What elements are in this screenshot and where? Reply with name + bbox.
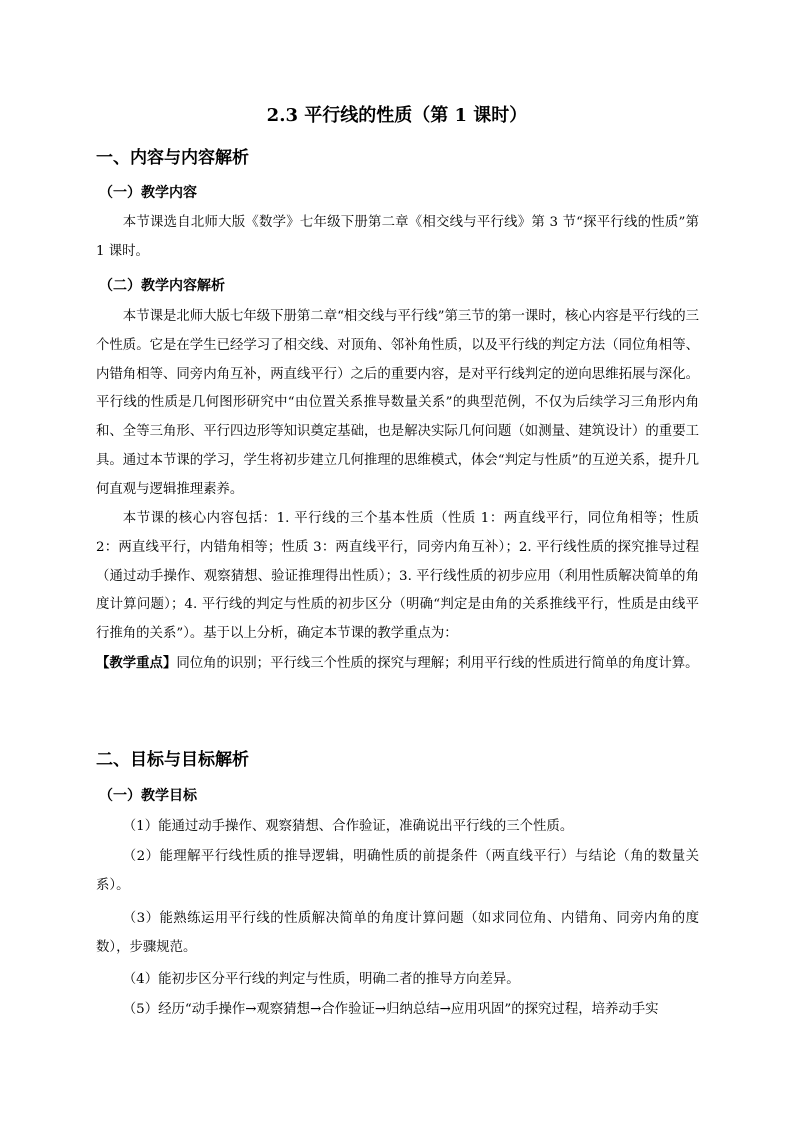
key-points-label: 【教学重点】 [96, 655, 177, 671]
subsection-heading-content-analysis: （二）教学内容解析 [99, 278, 225, 294]
key-points-text: 同位角的识别；平行线三个性质的探究与理解；利用平行线的性质进行简单的角度计算。 [176, 656, 699, 671]
goal-item-1: （1）能通过动手操作、观察猜想、合作验证，准确说出平行线的三个性质。 [122, 819, 574, 834]
paragraph-content-analysis-2: 本节课的核心内容包括：1. 平行线的三个基本性质（性质 1：两直线平行，同位角相等；性质 2：两直线平行，内错角相等；性质 3：两直线平行，同旁内角互补）；2. 平行线性质的探究推导过程（通过动手操作、观察猜想、验证推理得出性质）；3. 平行线性质的初步应用（利用性质解决简单的角度计算问题）；4. 平行线的判定与性质的初步区分（明确“判定是由角的关系推线平行，性质是由线平行推角的关系”）。基于以上分析，确定本节课的教学重点为： [96, 511, 699, 642]
goal-item-5: （5）经历“动手操作→观察猜想→合作验证→归纳总结→应用巩固”的探究过程，培养动手实 [122, 1002, 659, 1017]
document-title: 2.3 平行线的性质（第 1 课时） [266, 105, 528, 126]
subsection-heading-teaching-content: （一）教学内容 [99, 185, 197, 201]
goal-item-4: （4）能初步区分平行线的判定与性质，明确二者的推导方向差异。 [122, 972, 520, 987]
section-heading-content: 一、内容与内容解析 [96, 148, 249, 168]
section-heading-goals: 二、目标与目标解析 [96, 750, 249, 770]
subsection-heading-teaching-goals: （一）教学目标 [99, 788, 197, 804]
paragraph-key-points [96, 649, 699, 679]
goal-item-2: （2）能理解平行线性质的推导逻辑，明确性质的前提条件（两直线平行）与结论（角的数量关系）。 [96, 849, 699, 893]
paragraph-teaching-content: 本节课选自北师大版《数学》七年级下册第二章《相交线与平行线》第 3 节“探平行线的性质”第 1 课时。 [96, 215, 699, 259]
paragraph-content-analysis-1: 本节课是北师大版七年级下册第二章“相交线与平行线”第三节的第一课时，核心内容是平行线的三个性质。它是在学生已经学习了相交线、对顶角、邻补角性质，以及平行线的判定方法（同位角相等、内错角相等、同旁内角互补，两直线平行）之后的重要内容，是对平行线判定的逆向思维拓展与深化。平行线的性质是几何图形研究中“由位置关系推导数量关系”的典型范例，不仅为后续学习三角形内角和、全等三角形、平行四边形等知识奠定基础，也是解决实际几何问题（如测量、建筑设计）的重要工具。通过本节课的学习，学生将初步建立几何推理的思维模式，体会“判定与性质”的互逆关系，提升几何直观与逻辑推理素养。 [96, 309, 699, 497]
goal-item-3: （3）能熟练运用平行线的性质解决简单的角度计算问题（如求同位角、内错角、同旁内角的度数），步骤规范。 [96, 911, 699, 955]
